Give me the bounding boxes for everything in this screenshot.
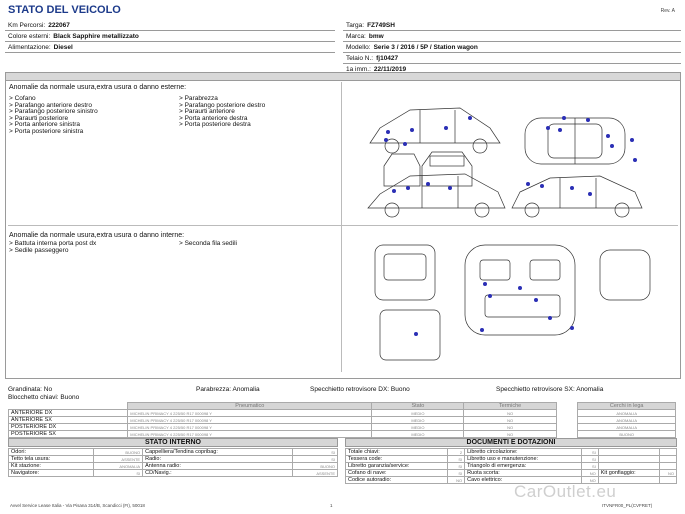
car-top-view-icon [525, 118, 625, 164]
table-row: Odori: BUONO Cappelliera/Tendina copribag: SI [9, 449, 338, 456]
table-row: Tetto tela usura: ASSENTE Radio: SI [9, 456, 338, 463]
car-interior-rear-icon [600, 250, 650, 300]
vehicle-info-left [5, 20, 335, 53]
header-state: Stato [372, 403, 464, 410]
condition-mirror-right: Specchietto retrovisore DX: Buono [310, 386, 410, 393]
info-row-chassis: Telaio N.: fj10427 [343, 53, 681, 64]
watermark-logo: CarOutlet.eu [514, 482, 617, 501]
table-row: Tessera code: SI Libretto uso e manutenzione: SI [346, 456, 677, 463]
table-row: Codice autoradio: NO Cavo elettrico: NO [346, 477, 677, 484]
stato-interno-table [8, 448, 338, 477]
header-winter: Termiche [464, 403, 556, 410]
info-row-color: Colore esterni: Black Sapphire metallizzato [5, 31, 335, 42]
table-row: Libretto garanzia/service: SI Triangolo di emergenza: SI [346, 463, 677, 470]
condition-windshield: Parabrezza: Anomalia [196, 386, 260, 393]
info-row-registration: 1a imm.: 22/11/2019 [343, 64, 681, 75]
info-row-brand: Marca: bmw [343, 31, 681, 42]
internal-damage-title: Anomalie da normale usura,extra usura o danno interne: [9, 232, 185, 239]
table-row: Cofano di nave: SI Ruota scorta: NO Kit gonfiaggio: NO [346, 470, 677, 477]
list-item: > Paraurti anteriore [179, 108, 235, 115]
header-tyre: Pneumatico [128, 403, 372, 410]
info-row-model: Modello: Serie 3 / 2016 / 5P / Station wagon [343, 42, 681, 53]
condition-mirror-left: Specchietto retrovisore SX: Anomalia [496, 386, 604, 393]
list-item: > Porta posteriore sinistra [9, 127, 84, 135]
list-item: > Battuta interna porta post dx [9, 240, 97, 247]
tyres-table [8, 402, 676, 438]
footer-page-number: 1 [330, 503, 333, 508]
footer-code: ITVNFR00_PL(CVFRET) [602, 503, 653, 508]
car-side-lower-icon [512, 176, 642, 217]
revision-label: Rev. A [660, 8, 675, 14]
footer-address: Avvel Service Lease Italia - Via Pisana 314/B, Scandicci (FI), 50018 [10, 503, 145, 508]
list-item: > Seconda fila sedili [179, 240, 237, 247]
list-item: > Parafango posteriore sinistro [9, 108, 98, 115]
condition-keys: Blocchetto chiavi: Buono [8, 394, 80, 401]
car-interior-trunk-icon [380, 310, 440, 360]
list-item: > Cofano [9, 95, 36, 102]
condition-hail: Grandinata: No [8, 386, 53, 393]
interior-damage-markers [414, 282, 574, 336]
table-row: POSTERIORE SX MICHELIN PRIMACY 4 225/50 R17 000098 Y MEDIO NO BUONO [9, 431, 676, 438]
table-header-row [9, 403, 676, 410]
page-title: STATO DEL VEICOLO [8, 4, 121, 16]
panel-bar [6, 73, 680, 81]
exterior-car-diagram [350, 88, 670, 220]
interior-car-diagram [370, 240, 660, 370]
list-item: > Porta anteriore sinistra [9, 121, 80, 128]
car-front-view-icon [422, 152, 472, 186]
stato-interno-title: STATO INTERNO [8, 438, 338, 447]
external-damage-title: Anomalie da normale usura,extra usura o danno esterne: [9, 84, 187, 91]
table-row: POSTERIORE DX MICHELIN PRIMACY 4 225/50 R17 000098 Y MEDIO NO ANOMALIA [9, 424, 676, 431]
info-row-km: Km Percorsi: 222067 [5, 20, 335, 31]
list-item: > Paraurti posteriore [9, 114, 69, 122]
list-item: > Sedile passeggero [9, 246, 69, 254]
table-row: Totale chiavi: 2 Libretto circolazione: SI [346, 449, 677, 456]
car-side-left-icon [370, 108, 500, 153]
documenti-table [345, 448, 677, 484]
list-item: > Parafango anteriore destro [9, 101, 92, 109]
table-row: ANTERIORE DX MICHELIN PRIMACY 4 225/50 R17 000098 Y MEDIO NO ANOMALIA [9, 410, 676, 417]
table-row: ANTERIORE SX MICHELIN PRIMACY 4 225/50 R17 000098 Y MEDIO NO ANOMALIA [9, 417, 676, 424]
vehicle-info-right [343, 20, 681, 75]
documenti-title: DOCUMENTI E DOTAZIONI [345, 438, 677, 447]
list-item: > Parabrezza [179, 95, 218, 102]
panel-divider-horizontal [8, 225, 678, 226]
table-row: Navigatore: SI CD/Navig.: ASSENTE [9, 470, 338, 477]
info-row-plate: Targa: FZ749SH [343, 20, 681, 31]
car-interior-side-icon [375, 245, 435, 300]
conditions-line-1 [8, 386, 678, 395]
list-item: > Parafango posteriore destro [179, 101, 266, 109]
header-rims: Cerchi in lega [578, 403, 676, 410]
list-item: > Porta posteriore destra [179, 121, 251, 128]
list-item: > Porta anteriore destra [179, 114, 248, 122]
table-row: Kit stazione: ANOMALIA Antenna radio: BUONO [9, 463, 338, 470]
car-side-right-icon [368, 174, 505, 217]
info-row-fuel: Alimentazione: Diesel [5, 42, 335, 53]
